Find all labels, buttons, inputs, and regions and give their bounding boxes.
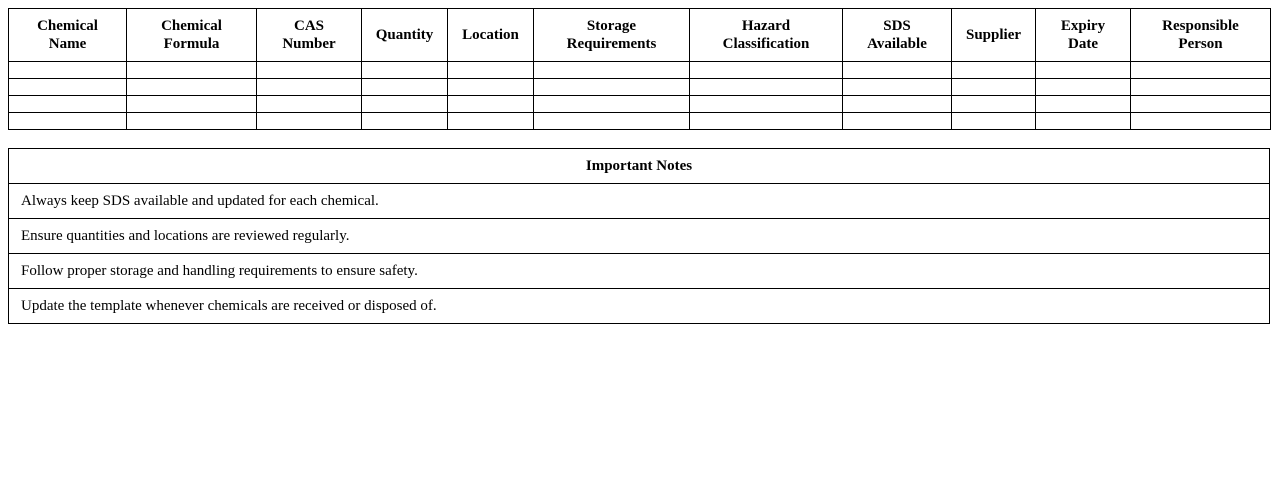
table-cell [257,62,362,79]
table-cell [1131,96,1271,113]
table-cell [1131,79,1271,96]
note-row [9,219,1270,254]
header-sds-available: SDS Available [843,9,952,62]
notes-title: Important Notes [9,149,1270,184]
header-quantity: Quantity [362,9,448,62]
header-chemical-name: Chemical Name [9,9,127,62]
table-cell [1036,62,1131,79]
table-cell [952,79,1036,96]
header-chemical-formula: Chemical Formula [127,9,257,62]
table-cell [952,113,1036,130]
table-cell [362,62,448,79]
header-expiry-date: Expiry Date [1036,9,1131,62]
header-location: Location [448,9,534,62]
table-row [9,62,1271,79]
table-cell [843,79,952,96]
table-cell [9,96,127,113]
table-cell [448,113,534,130]
table-cell [843,62,952,79]
table-cell [127,113,257,130]
table-cell [448,62,534,79]
table-cell [9,113,127,130]
table-cell [534,62,690,79]
table-cell [257,79,362,96]
header-supplier: Supplier [952,9,1036,62]
table-cell [690,113,843,130]
note-row [9,254,1270,289]
note-text: Ensure quantities and locations are reviewed regularly. [9,219,1270,254]
table-cell [362,113,448,130]
table-cell [690,79,843,96]
note-text: Always keep SDS available and updated for each chemical. [9,184,1270,219]
table-cell [690,96,843,113]
table-header-row [9,9,1271,62]
table-cell [9,62,127,79]
table-cell [362,96,448,113]
table-cell [127,79,257,96]
table-cell [1131,113,1271,130]
table-cell [534,113,690,130]
table-row [9,79,1271,96]
table-cell [448,79,534,96]
table-cell [362,79,448,96]
header-hazard-classification: Hazard Classification [690,9,843,62]
table-cell [690,62,843,79]
table-cell [1036,113,1131,130]
table-cell [843,96,952,113]
note-row [9,289,1270,324]
table-cell [1131,62,1271,79]
important-notes-table [8,148,1270,324]
note-row [9,184,1270,219]
notes-header-row [9,149,1270,184]
table-cell [952,62,1036,79]
note-text: Update the template whenever chemicals are received or disposed of. [9,289,1270,324]
table-cell [534,96,690,113]
header-responsible-person: Responsible Person [1131,9,1271,62]
table-cell [9,79,127,96]
table-cell [952,96,1036,113]
table-cell [1036,79,1131,96]
table-cell [257,96,362,113]
note-text: Follow proper storage and handling requirements to ensure safety. [9,254,1270,289]
table-cell [1036,96,1131,113]
header-storage-requirements: Storage Requirements [534,9,690,62]
table-row [9,96,1271,113]
header-cas-number: CAS Number [257,9,362,62]
table-cell [127,62,257,79]
chemical-inventory-table [8,8,1271,130]
table-cell [534,79,690,96]
table-cell [257,113,362,130]
table-row [9,113,1271,130]
table-cell [843,113,952,130]
table-cell [127,96,257,113]
table-cell [448,96,534,113]
